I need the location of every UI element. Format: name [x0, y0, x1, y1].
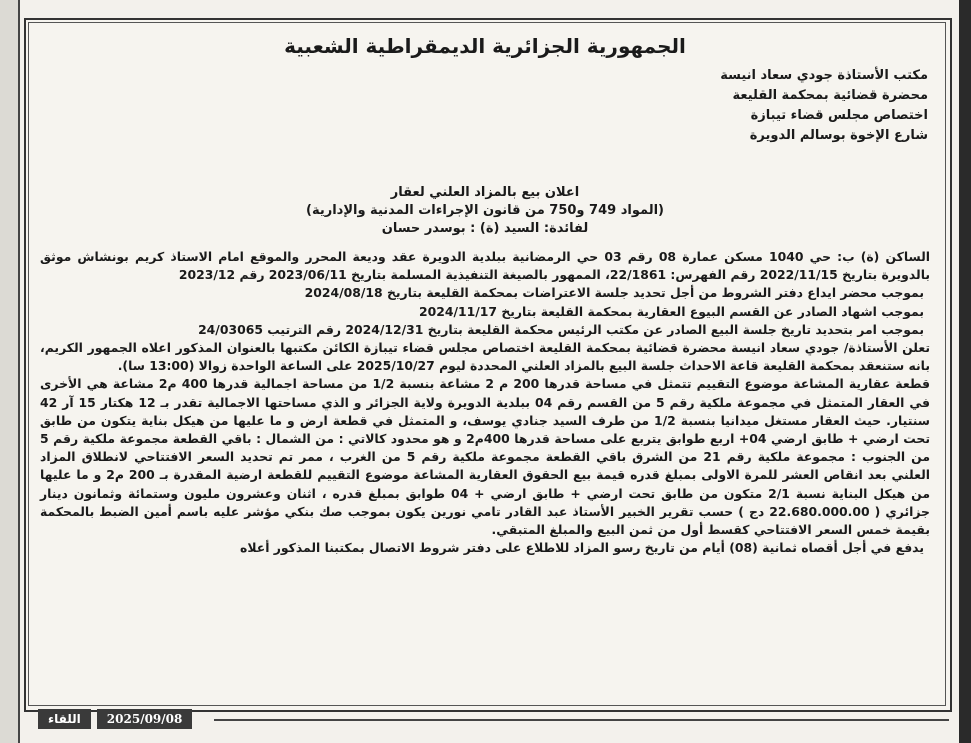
office-line-name: مكتب الأستاذة جودي سعاد انيسة	[720, 68, 928, 83]
notice-beneficiary: لفائدة: السيد (ة) : بوسدر حسان	[381, 221, 589, 236]
notice-heading: اعلان بيع بالمزاد العلني لعقار	[390, 185, 580, 200]
right-page-edge	[959, 0, 971, 743]
notice-articles: (المواد 749 و750 من قانون الإجراءات المدنية والإدارية)	[306, 203, 664, 218]
paragraph-order: بموجب امر بتحديد تاريخ جلسة البيع الصادر عن مكتب الرئيس محكمة القليعة بتاريخ 2024/12/31 رقم الترتيب 24/03065	[198, 321, 924, 337]
notice-content	[40, 34, 930, 557]
paragraph-attestation: بموجب اشهاد الصادر عن القسم البيوع العقارية بمحكمة القليعة بتاريخ 2024/11/17	[418, 303, 924, 319]
office-line-role: محضرة قضائية بمحكمة القليعة	[732, 88, 928, 103]
paragraph-deposit: بموجب محضر ايداع دفتر الشروط من أجل تحديد جلسة الاعتراضات بمحكمة القليعة بتاريخ 2024/08/18	[304, 285, 924, 301]
paragraph-residence: الساكن (ة) ب: حي 1040 مسكن عمارة 08 رقم 03 حي الرمضانية ببلدية الدويرة عقد وديعة المحرر والموقع امام الاستاذ كريم بونشاش موثق بالدويرة بتاريخ 2022/11/15 رقم الفهرس: 22/1861، الممهور بالصيغة التنفيذية المسلمة بتاريخ 2023/06/11 رقم 2023/12	[40, 249, 930, 283]
newspaper-name: اللقاء	[38, 709, 91, 729]
notice-heading-block	[40, 184, 930, 238]
page-title: الجمهورية الجزائرية الديمقراطية الشعبية	[284, 34, 686, 58]
paragraph-payment: يدفع في أجل أقصاه ثمانية (08) أيام من تاريخ رسو المزاد للاطلاع على دفتر شروط الاتصال بمكتبنا المذكور أعلاه	[240, 540, 924, 556]
publication-date: 2025/09/08	[97, 709, 193, 729]
footer-rule	[214, 719, 949, 721]
paragraph-property: قطعة عقارية المشاعة موضوع التقييم تتمثل في مساحة قدرها 200 م 2 مشاعة بنسبة 1/2 من مساحة اجمالية قدرها 400 م2 مشاعة هي الأخرى في العقار المتمثل في مجموعة ملكية رقم 5 من القسم رقم 04 ببلدية الدويرة ولاية الجزائر و الذي مساحتها الاجمالية تقدر بـ 12 هكتار 15 آر 42 سنتيار. حيث العقار مستغل ميدانيا بنسبة 1/2 من طرف السيد جنادي يوسف، و المتمثل في قطعة ارض و ما عليها من هيكل بناية يتكون من طابق تحت ارضي + طابق ارضي 04+ اربع طوابق يتربع على مساحة قدرها 400م2 و هو محدود كالاتي : من الشمال : باقي القطعة مجموعة ملكية رقم 5 من الجنوب : مجموعة ملكية رقم 21 من الشرق باقي القطعة مجموعة ملكية رقم 5 من الغرب ، ممر تم تحديد السعر الافتتاحي لانطلاق المزاد العلني بعد انقاص العشر للمرة الاولى بمبلغ قدره قيمة بيع الحقوق العقارية المشاعة موضوع التقييم للقطعة ارضية المقدرة بـ 200 م2 و ما عليها من هيكل البناية نسبة 2/1 متكون من طابق تحت ارضي + طابق ارضي + 04 طوابق بمبلغ قدره ، اثنان وعشرون مليون وستمائة وثمانون دينار جزائري ( 22.680.000.00 دج ) حسب تقرير الخبير الأستاذ عبد القادر تامي نورين يكون بموجب صك بنكي مؤشر عليه باسم أمين الضبط بالمحكمة بقيمة خمس السعر الافتتاحي كقسط أول من ثمن البيع والمبلغ المتبقي.	[40, 376, 931, 538]
footer-tags	[38, 709, 192, 729]
left-page-edge	[0, 0, 20, 743]
office-line-jurisdiction: اختصاص مجلس قضاء تيبازة	[750, 108, 928, 123]
paragraph-announcement: تعلن الأستاذة/ جودي سعاد انيسة محضرة قضائية بمحكمة القليعة اختصاص مجلس قضاء تيبازة الكائن مكتبها بالعنوان المذكور اعلاه الجمهور الكريم، بانه ستنعقد بمحكمة القليعة قاعة الاحداث جلسة البيع بالمزاد العلني المحددة ليوم 2025/10/27 على الساعة الواحدة زوالا (13:00 سا).	[40, 340, 930, 374]
office-block	[40, 66, 928, 146]
office-line-address: شارع الإخوة بوسالم الدويرة	[749, 128, 928, 143]
notice-body	[40, 248, 930, 557]
